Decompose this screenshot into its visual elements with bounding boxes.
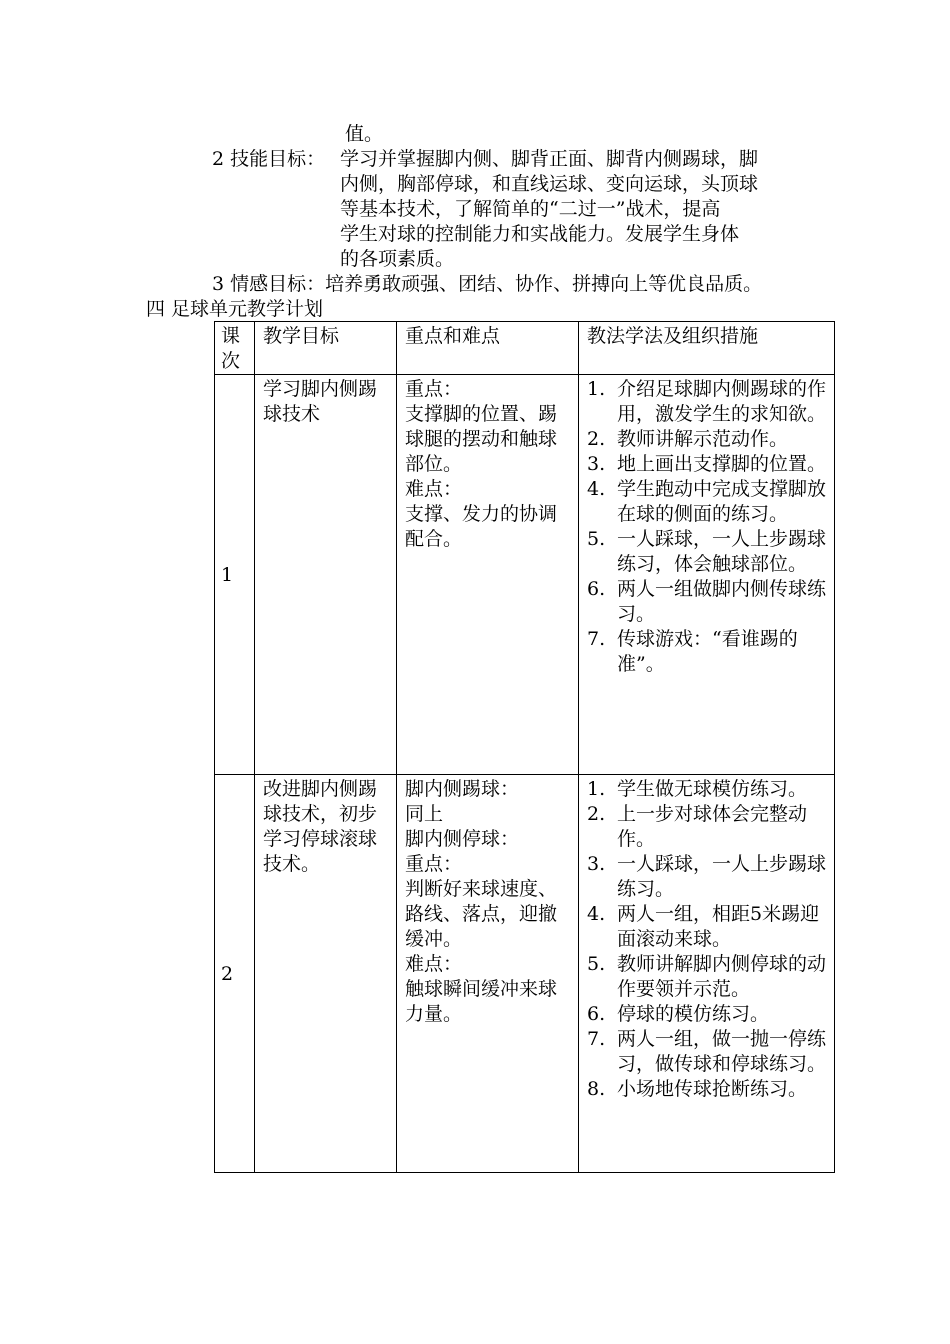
keypoint-line: 触球瞬间缓冲来球力量。 [405, 978, 558, 1025]
list-item: 5. 教师讲解脚内侧停球的动作要领并示范。 [587, 953, 827, 1000]
table-row [215, 775, 835, 1173]
list-item: 2. 教师讲解示范动作。 [587, 428, 789, 450]
list-item: 3. 地上画出支撑脚的位置。 [587, 453, 827, 475]
skill-goal-text [340, 147, 810, 272]
section-title: 四 足球单元教学计划 [146, 298, 324, 320]
goal-1-continuation: 值。 [345, 123, 384, 145]
lesson-methods [579, 375, 835, 775]
list-item: 6. 两人一组做脚内侧传球练习。 [587, 578, 827, 625]
header-methods: 教法学法及组织措施 [579, 322, 835, 375]
lesson-keypoints [397, 375, 579, 775]
skill-goal-line: 内侧，胸部停球，和直线运球、变向运球，头顶球 [340, 173, 759, 195]
keypoint-line: 脚内侧踢球： [405, 778, 520, 800]
list-item: 1. 介绍足球脚内侧踢球的作用，激发学生的求知欲。 [587, 378, 827, 425]
list-item: 2. 上一步对球体会完整动作。 [587, 803, 808, 850]
list-item: 4. 学生跑动中完成支撑脚放在球的侧面的练习。 [587, 478, 827, 525]
keypoint-line: 支撑、发力的协调配合。 [405, 503, 558, 550]
lesson-objective: 学习脚内侧踢球技术 [255, 375, 397, 775]
lesson-keypoints [397, 775, 579, 1173]
list-item: 3. 一人踩球，一人上步踢球练习。 [587, 853, 827, 900]
list-item: 1. 学生做无球模仿练习。 [587, 778, 808, 800]
unit-plan-table [214, 321, 835, 1173]
keypoint-line: 重点： [405, 853, 463, 875]
keypoint-line: 难点： [405, 953, 463, 975]
skill-goal-line: 学生对球的控制能力和实战能力。发展学生身体 [340, 223, 740, 245]
lesson-number: 1 [215, 375, 255, 775]
keypoint-line: 同上 [405, 803, 444, 825]
keypoint-line: 难点： [405, 478, 463, 500]
method-list [587, 777, 826, 1102]
table-header-row [215, 322, 835, 375]
header-keypoints: 重点和难点 [397, 322, 579, 375]
list-item: 8. 小场地传球抢断练习。 [587, 1078, 808, 1100]
skill-goal-label: 2 技能目标： [212, 148, 326, 170]
skill-goal-line: 学习并掌握脚内侧、脚背正面、脚背内侧踢球，脚 [340, 148, 759, 170]
list-item: 5. 一人踩球，一人上步踢球练习，体会触球部位。 [587, 528, 827, 575]
header-lesson: 课次 [215, 322, 255, 375]
skill-goal-line: 等基本技术，了解简单的“二过一”战术，提高 [340, 198, 721, 220]
list-item: 4. 两人一组，相距5米踢迎面滚动来球。 [587, 903, 820, 950]
keypoint-line: 脚内侧停球： [405, 828, 520, 850]
method-list [587, 377, 826, 677]
keypoint-line: 支撑脚的位置、踢球腿的摆动和触球部位。 [405, 403, 558, 475]
lesson-number: 2 [215, 775, 255, 1173]
list-item: 6. 停球的模仿练习。 [587, 1003, 770, 1025]
emotion-goal: 3 情感目标：培养勇敢顽强、团结、协作、拼搏向上等优良品质。 [212, 273, 763, 295]
table-row [215, 375, 835, 775]
lesson-methods [579, 775, 835, 1173]
list-item: 7. 两人一组，做一抛一停练习，做传球和停球练习。 [587, 1028, 827, 1075]
header-objective: 教学目标 [255, 322, 397, 375]
keypoint-line: 判断好来球速度、路线、落点，迎撤缓冲。 [405, 878, 558, 950]
keypoint-line: 重点： [405, 378, 463, 400]
skill-goal-line: 的各项素质。 [340, 248, 455, 270]
list-item: 7. 传球游戏：“看谁踢的准”。 [587, 628, 798, 675]
lesson-objective: 改进脚内侧踢球技术，初步学习停球滚球技术。 [255, 775, 397, 1173]
